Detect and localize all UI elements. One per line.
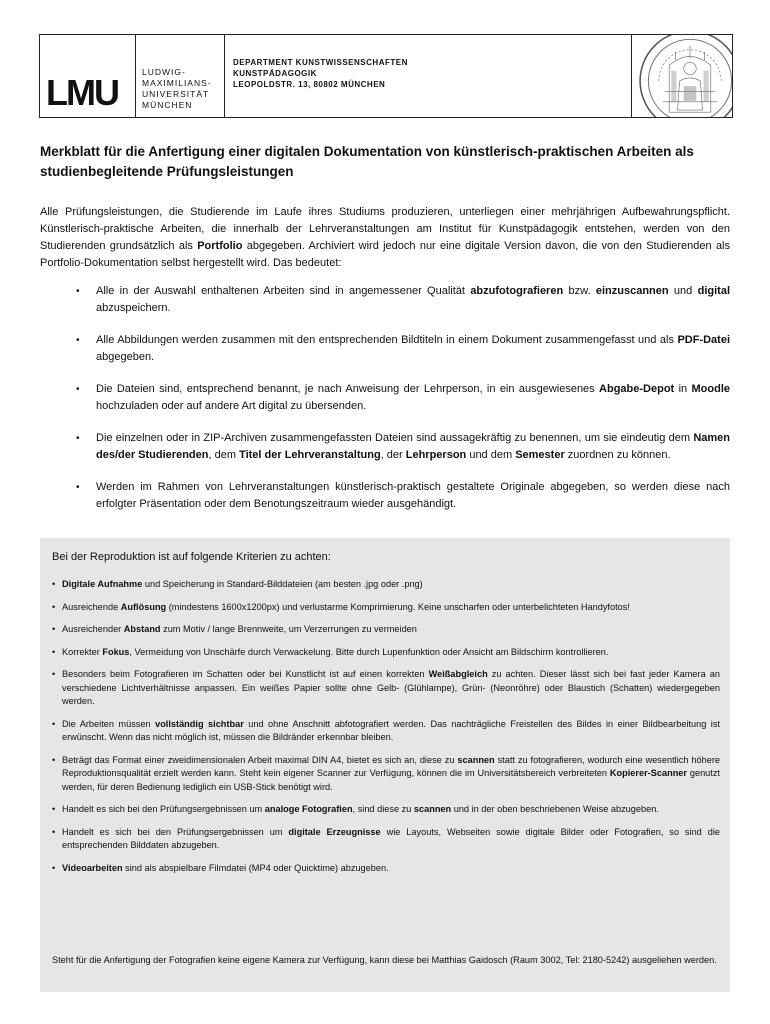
university-name-box	[136, 35, 225, 117]
item-text: Die Arbeiten müssen	[62, 718, 156, 729]
item-text: Beträgt das Format einer zweidimensionalen Arbeit maximal DIN A4, bietet es sich an, diese zu	[62, 754, 458, 765]
emphasis-text: Moodle	[691, 383, 730, 395]
criteria-list	[52, 578, 720, 884]
item-text: genutzt werden, für deren Bedienung lediglich ein USB-Stick benötigt wird.	[62, 768, 720, 792]
item-text: , Vermeidung von Unschärfe durch Verwackelung. Bitte durch Lupenfunktion oder Ansicht am Bildschirm kontrollieren.	[129, 646, 609, 657]
seal-box	[632, 35, 732, 117]
emphasis-text: digitale Erzeugnisse	[288, 826, 381, 837]
list-item	[40, 430, 730, 464]
emphasis-text: digital	[697, 285, 730, 297]
list-item	[40, 479, 730, 513]
criteria-item	[52, 826, 720, 853]
main-bullet-list	[40, 283, 730, 528]
item-text: sind als abspielbare Filmdatei (MP4 oder Quicktime) abzugeben.	[122, 862, 389, 873]
item-text: Handelt es sich bei den Prüfungsergebnissen um	[62, 804, 265, 814]
item-text: zuordnen zu können.	[564, 449, 671, 461]
department-street: LEOPOLDSTR. 13, 80802 MÜNCHEN	[233, 80, 386, 89]
emphasis-text: Fokus	[102, 646, 130, 657]
item-text: hochzuladen oder auf andere Art digital zu übersenden.	[96, 400, 367, 412]
logo-box	[40, 35, 136, 117]
criteria-item	[52, 578, 720, 592]
emphasis-text: Abgabe-Depot	[599, 383, 675, 395]
list-item	[40, 283, 730, 317]
item-text: und Speicherung in Standard-Bilddateien (am besten .jpg oder .png)	[142, 579, 423, 589]
department-box	[225, 35, 632, 117]
item-text: abgegeben.	[96, 351, 155, 363]
emphasis-text: einzuscannen	[595, 285, 669, 297]
document-title: Merkblatt für die Anfertigung einer digitalen Dokumentation von künstlerisch-praktischen Arbeiten als studienbegleitende Prüfungsleistungen	[40, 144, 694, 179]
item-text: und ohne Anschnitt abfotografiert werden. Das nachträgliche Freistellen des Bildes in einer Bildbearbeitung ist erwünscht. Wenn das nicht möglich ist, müssen die Bildränder erkennbar bleiben.	[62, 718, 720, 742]
emphasis-text: PDF-Datei	[677, 334, 730, 346]
criteria-item	[52, 601, 720, 615]
criteria-box	[40, 538, 730, 992]
intro-paragraph	[40, 204, 730, 272]
emphasis-text: Namen des/der Studierenden	[96, 432, 730, 461]
department-name: DEPARTMENT KUNSTWISSENSCHAFTEN	[233, 58, 408, 67]
emphasis-text: Titel der Lehrveranstaltung	[239, 449, 381, 461]
criteria-title: Bei der Reproduktion ist auf folgende Kriterien zu achten:	[52, 551, 331, 563]
intro-text-1: Alle Prüfungsleistungen, die Studierende im Laufe ihres Studiums produzieren, unterliegen einer mehrjährigen Aufbewahrungspflicht. Künstlerisch-praktische Arbeiten, die innerhalb der Lehrveranstaltungen am Institut für Kunstpädagogik entstehen, werden von den Studierenden grundsätzlich als	[40, 206, 730, 252]
criteria-item	[52, 803, 720, 817]
item-text: zu achten. Dieser lässt sich bei fast jeder Kamera an verschiedene Lichtverhältnisse anpassen. Ein weißes Papier sollte ohne Gelb- (Glühlampe), Grün- (Neonröhre) oder Blaustich (Schatten) wiedergegeben werden.	[62, 669, 720, 706]
emphasis-text: Semester	[515, 449, 565, 461]
department-subject: KUNSTPÄDAGOGIK	[233, 69, 317, 78]
item-text: Werden im Rahmen von Lehrveranstaltungen künstlerisch-praktisch gestaltete Originale abgegeben, so werden diese nach erfolgter Präsentation oder dem Benotungszeitraum wieder ausgehändigt.	[96, 481, 730, 510]
lmu-logo: LMU	[46, 72, 118, 113]
emphasis-text: Lehrperson	[405, 449, 467, 461]
item-text: Korrekter	[62, 646, 103, 657]
item-text: und	[668, 285, 698, 297]
criteria-item	[52, 646, 720, 660]
criteria-item	[52, 754, 720, 795]
emphasis-text: Digitale Aufnahme	[62, 579, 143, 589]
item-text: bzw.	[563, 285, 596, 297]
list-item	[40, 381, 730, 415]
item-text: in	[674, 383, 692, 395]
item-text: Alle in der Auswahl enthaltenen Arbeiten sind in angemessener Qualität	[96, 285, 471, 297]
item-text: Handelt es sich bei den Prüfungsergebnissen um	[62, 826, 289, 837]
item-text: , dem	[208, 449, 240, 461]
criteria-item	[52, 718, 720, 745]
criteria-item	[52, 668, 720, 709]
emphasis-text: scannen	[413, 804, 452, 814]
emphasis-text: Abstand	[123, 624, 161, 634]
item-text: Ausreichender	[62, 624, 124, 634]
item-text: , sind diese zu	[352, 804, 414, 814]
criteria-item	[52, 862, 720, 876]
item-text: und in der oben beschriebenen Weise abzugeben.	[451, 804, 659, 814]
emphasis-text: scannen	[457, 754, 495, 765]
item-text: zum Motiv / lange Brennweite, um Verzerrungen zu vermeiden	[160, 624, 417, 634]
item-text: (mindestens 1600x1200px) und verlustarme Komprimierung. Keine unscharfen oder unterbelichteten Handyfotos!	[166, 601, 630, 612]
item-text: wie Layouts, Webseiten sowie digitale Bilder oder Fotografien, so sind die entsprechenden Bilddaten abzugeben.	[62, 826, 720, 850]
camera-note: Steht für die Anfertigung der Fotografien keine eigene Kamera zur Verfügung, kann diese bei Matthias Gaidosch (Raum 3002, Tel: 2180-5242) ausgeliehen werden.	[52, 955, 717, 965]
department-address	[233, 57, 408, 90]
university-seal-icon	[638, 35, 732, 117]
item-text: statt zu fotografieren, wodurch eine wesentlich höhere Reproduktionsqualität erzielt werden kann. Steht kein eigener Scanner zur Verfügung, können die im Universitätsbereich verbreiteten	[62, 754, 721, 778]
intro-bold: Portfolio	[197, 240, 243, 252]
emphasis-text: Videoarbeiten	[62, 862, 123, 873]
item-text: Die Dateien sind, entsprechend benannt, je nach Anweisung der Lehrperson, in ein ausgewiesenes	[96, 383, 600, 395]
letterhead	[39, 34, 733, 118]
criteria-item	[52, 623, 720, 637]
emphasis-text: Weißabgleich	[428, 669, 488, 679]
intro-text-2: abgegeben. Archiviert wird jedoch nur eine digitale Version davon, die von den Studierenden als Portfolio-Dokumentation selbst hergestellt wird. Das bedeutet:	[40, 240, 731, 269]
emphasis-text: vollständig sichtbar	[155, 718, 244, 729]
item-text: abzuspeichern.	[96, 302, 171, 314]
item-text: Alle Abbildungen werden zusammen mit den entsprechenden Bildtiteln in einem Dokument zusammengefasst und als	[96, 334, 678, 346]
emphasis-text: analoge Fotografien	[264, 804, 353, 814]
emphasis-text: Kopierer-Scanner	[609, 768, 687, 778]
list-item	[40, 332, 730, 366]
item-text: Die einzelnen oder in ZIP-Archiven zusammengefassten Dateien sind aussagekräftig zu benennen, um sie eindeutig dem	[96, 432, 694, 444]
item-text: und dem	[466, 449, 516, 461]
item-text: Ausreichende	[62, 601, 121, 612]
emphasis-text: Auflösung	[120, 601, 167, 612]
emphasis-text: abzufotografieren	[470, 285, 564, 297]
item-text: , der	[380, 449, 406, 461]
item-text: Besonders beim Fotografieren im Schatten oder bei Kunstlicht ist auf einen korrekten	[62, 669, 429, 679]
university-name: LUDWIG- MAXIMILIANS- UNIVERSITÄT MÜNCHEN	[142, 67, 212, 110]
